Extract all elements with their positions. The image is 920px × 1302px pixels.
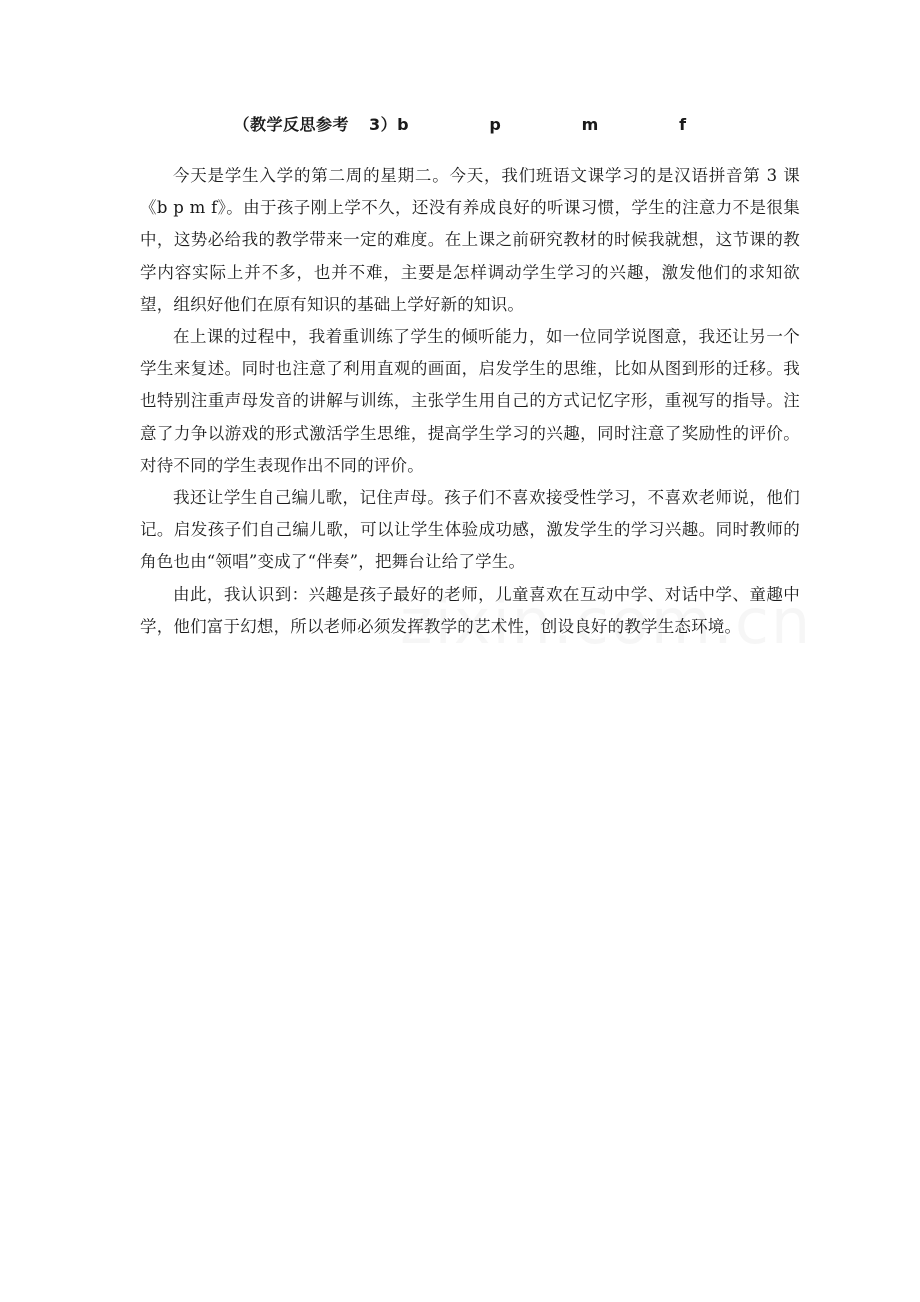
paragraph-4: 由此，我认识到：兴趣是孩子最好的老师，儿童喜欢在互动中学、对话中学、童趣中学，他们富于幻想，所以老师必须发挥教学的艺术性，创设良好的教学生态环境。 xyxy=(140,584,800,636)
paragraph-3: 我还让学生自己编儿歌，记住声母。孩子们不喜欢接受性学习，不喜欢老师说，他们记。启发孩子们自己编儿歌，可以让学生体验成功感，激发学生的学习兴趣。同时教师的角色也由“领唱”变成了“伴奏”，把舞台让给了学生。 xyxy=(140,488,800,572)
document-body xyxy=(140,160,800,643)
paragraph-1: 今天是学生入学的第二周的星期二。今天，我们班语文课学习的是汉语拼音第 3 课《b p m f》。由于孩子刚上学不久，还没有养成良好的听课习惯，学生的注意力不是很集中，这势必给我的教学带来一定的难度。在上课之前研究教材的时候我就想，这节课的教学内容实际上并不多，也并不难，主要是怎样调动学生学习的兴趣，激发他们的求知欲望，组织好他们在原有知识的基础上学好新的知识。 xyxy=(140,166,800,314)
paragraph-2: 在上课的过程中，我着重训练了学生的倾听能力，如一位同学说图意，我还让另一个学生来复述。同时也注意了利用直观的画面，启发学生的思维，比如从图到形的迁移。我也特别注重声母发音的讲解与训练，主张学生用自己的方式记忆字形，重视写的指导。注意了力争以游戏的形式激活学生思维，提高学生学习的兴趣，同时注意了奖励性的评价。对待不同的学生表现作出不同的评价。 xyxy=(140,327,800,475)
page-title: （教学反思参考 3）b p m f xyxy=(233,115,687,134)
